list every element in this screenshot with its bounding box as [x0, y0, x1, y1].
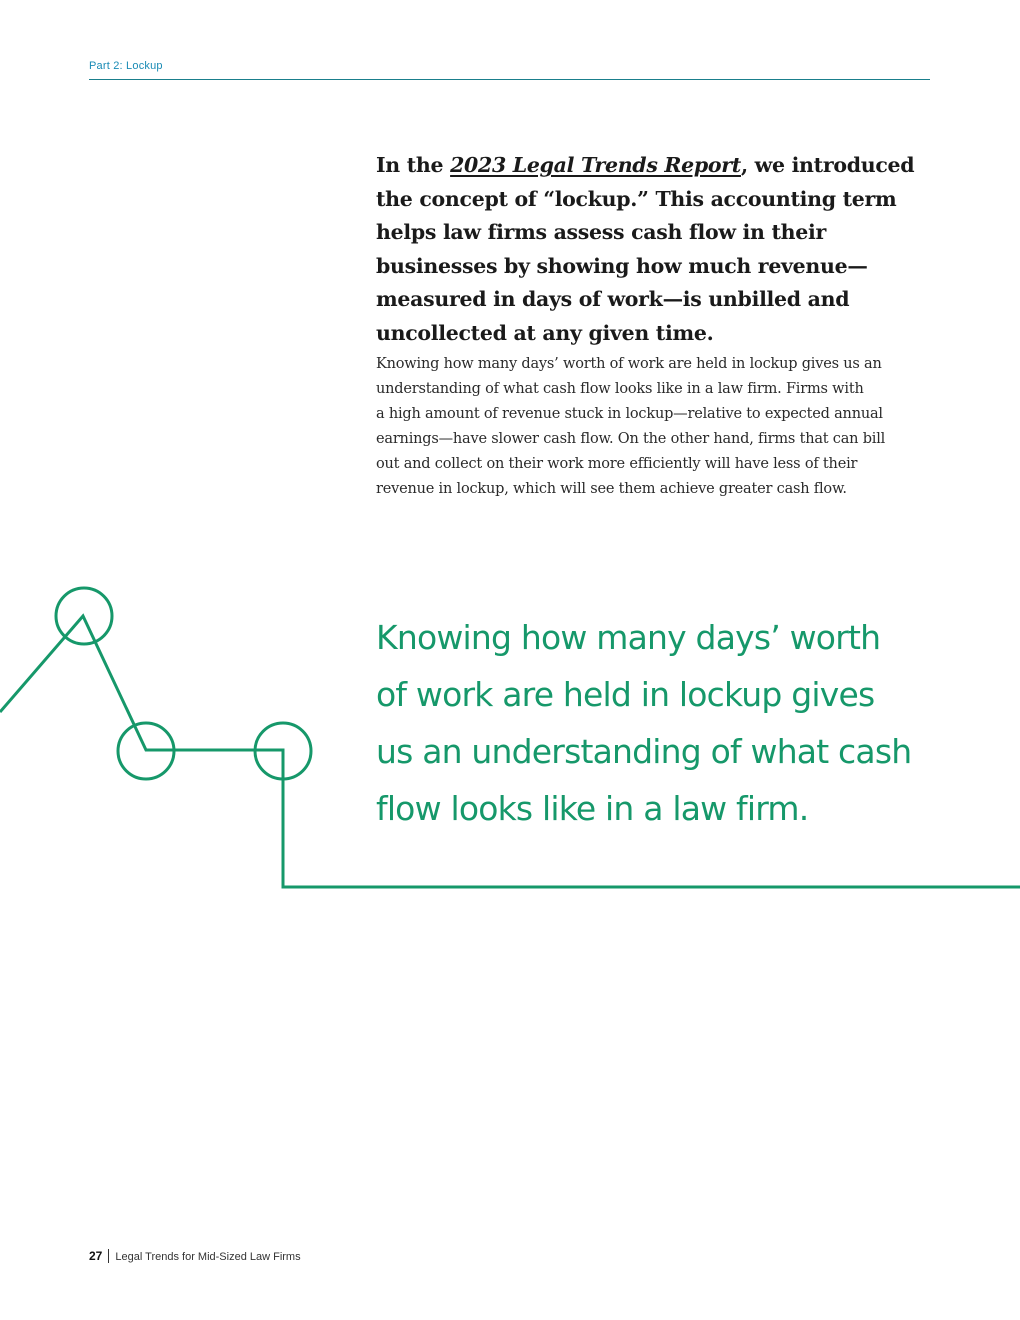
body-line: Knowing how many days’ worth of work are held in lockup gives us an: [376, 356, 882, 372]
publication-title: Legal Trends for Mid-Sized Law Firms: [115, 1251, 301, 1263]
page-number: 27: [89, 1249, 103, 1263]
body-line: understanding of what cash flow looks like in a law firm. Firms with: [376, 381, 864, 397]
report-title-link[interactable]: 2023 Legal Trends Report: [450, 153, 741, 177]
body-line: earnings—have slower cash flow. On the other hand, firms that can bill: [376, 431, 886, 447]
pull-quote-line: of work are held in lockup gives: [376, 675, 875, 714]
pull-quote-line: flow looks like in a law firm.: [376, 789, 809, 828]
section-label: Part 2: Lockup: [89, 60, 163, 72]
page-footer: [89, 1246, 301, 1266]
pull-quote-line: Knowing how many days’ worth: [376, 618, 881, 657]
body-line: a high amount of revenue stuck in lockup—relative to expected annual: [376, 406, 883, 422]
pull-quote-line: us an understanding of what cash: [376, 732, 912, 771]
body-line: out and collect on their work more efficiently will have less of their: [376, 456, 858, 472]
pull-quote: [376, 609, 936, 837]
body-line: revenue in lockup, which will see them achieve greater cash flow.: [376, 481, 847, 497]
footer-divider: [108, 1249, 109, 1263]
intro-text: , we introduced the concept of “lockup.” This accounting term helps law firms assess cash flow in their businesses by showing how much revenue—measured in days of work—is unbilled and uncollected at any given time.: [376, 153, 915, 345]
intro-prefix: In the: [376, 153, 451, 177]
